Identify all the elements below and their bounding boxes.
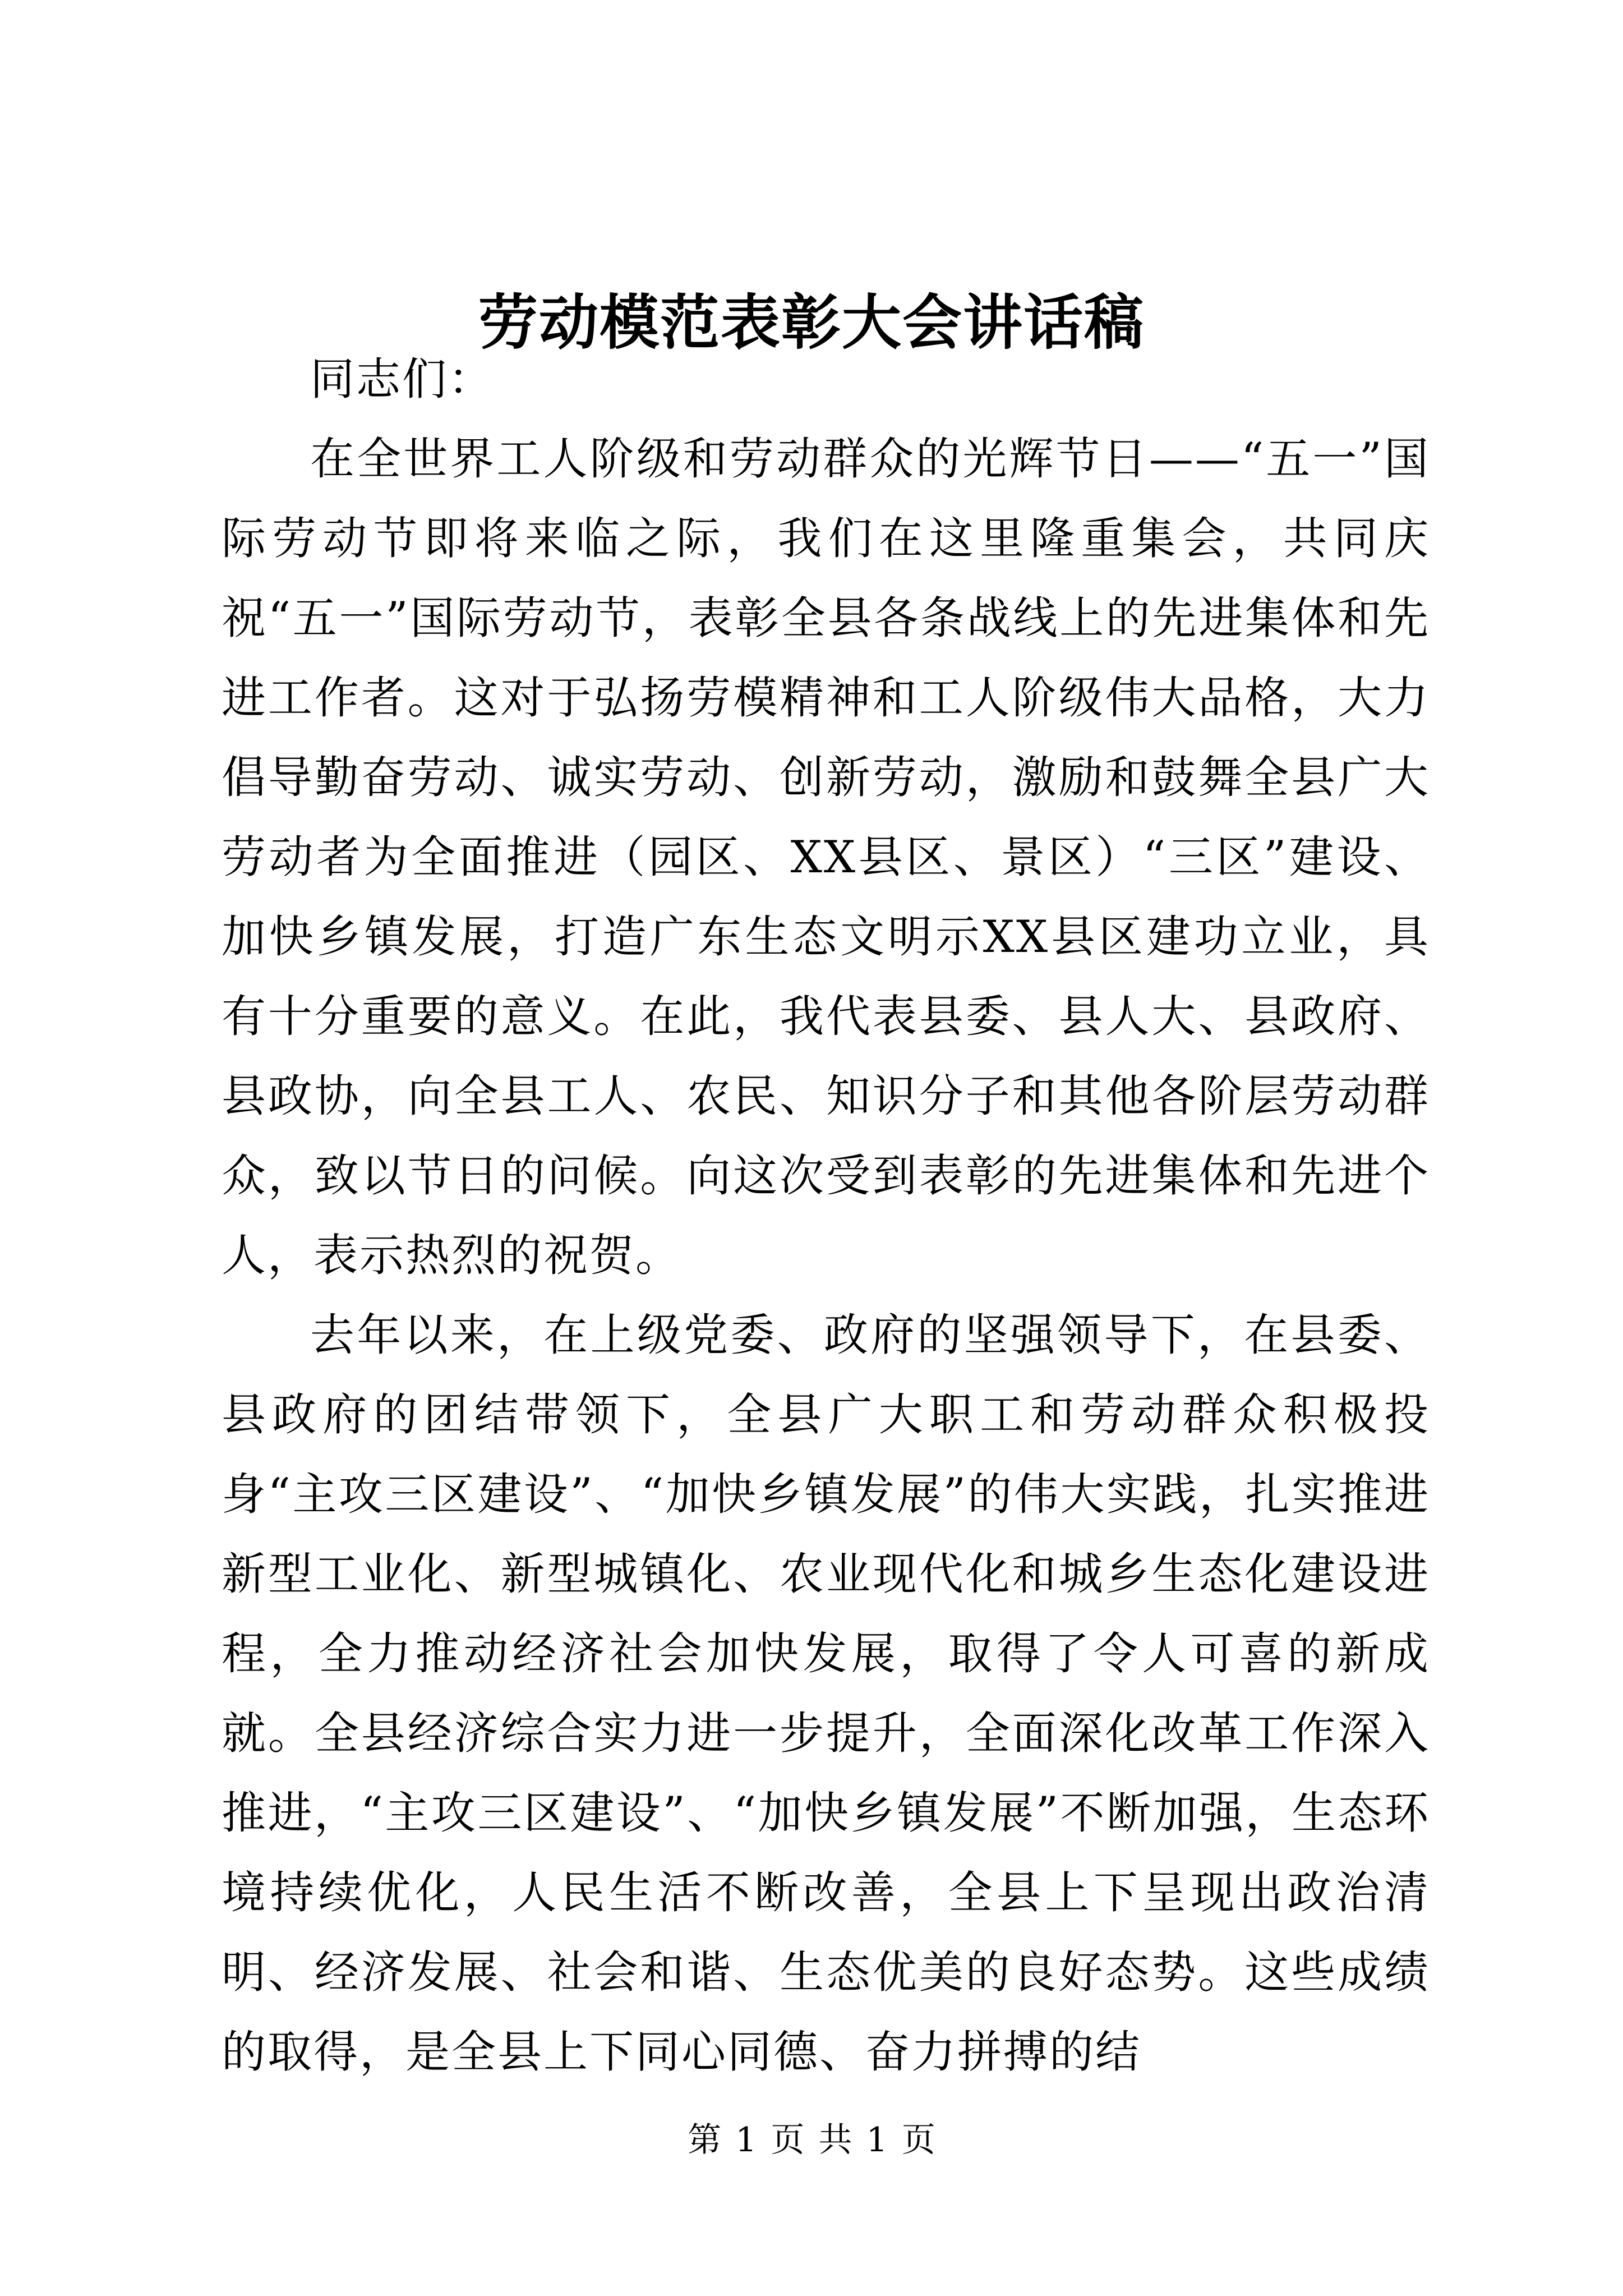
document-body bbox=[222, 339, 1430, 2092]
document-title: 劳动模范表彰大会讲话稿 bbox=[478, 287, 1145, 357]
paragraph-2: 去年以来，在上级党委、政府的坚强领导下，在县委、县政府的团结带领下，全县广大职工和劳动群众积极投身“主攻三区建设”、“加快乡镇发展”的伟大实践，扎实推进新型工业化、新型城镇化、农业现代化和城乡生态化建设进程，全力推动经济社会加快发展，取得了令人可喜的新成就。全县经济综合实力进一步提升，全面深化改革工作深入推进，“主攻三区建设”、“加快乡镇发展”不断加强，生态环境持续优化，人民生活不断改善，全县上下呈现出政治清明、经济发展、社会和谐、生态优美的良好态势。这些成绩的取得，是全县上下同心同德、奋力拼搏的结 bbox=[222, 1309, 1430, 2078]
page-footer: 第 1 页 共 1 页 bbox=[688, 2120, 935, 2160]
paragraph-1: 在全世界工人阶级和劳动群众的光辉节日——“五一”国际劳动节即将来临之际，我们在这里隆重集会，共同庆祝“五一”国际劳动节，表彰全县各条战线上的先进集体和先进工作者。这对于弘扬劳模精神和工人阶级伟大品格，大力倡导勤奋劳动、诚实劳动、创新劳动，激励和鼓舞全县广大劳动者为全面推进（园区、XX县区、景区）“三区”建设、加快乡镇发展，打造广东生态文明示XX县区建功立业，具有十分重要的意义。在此，我代表县委、县人大、县政府、县政协，向全县工人、农民、知识分子和其他各阶层劳动群众，致以节日的问候。向这次受到表彰的先进集体和先进个人，表示热烈的祝贺。 bbox=[222, 433, 1430, 1281]
greeting: 同志们： bbox=[310, 353, 494, 405]
